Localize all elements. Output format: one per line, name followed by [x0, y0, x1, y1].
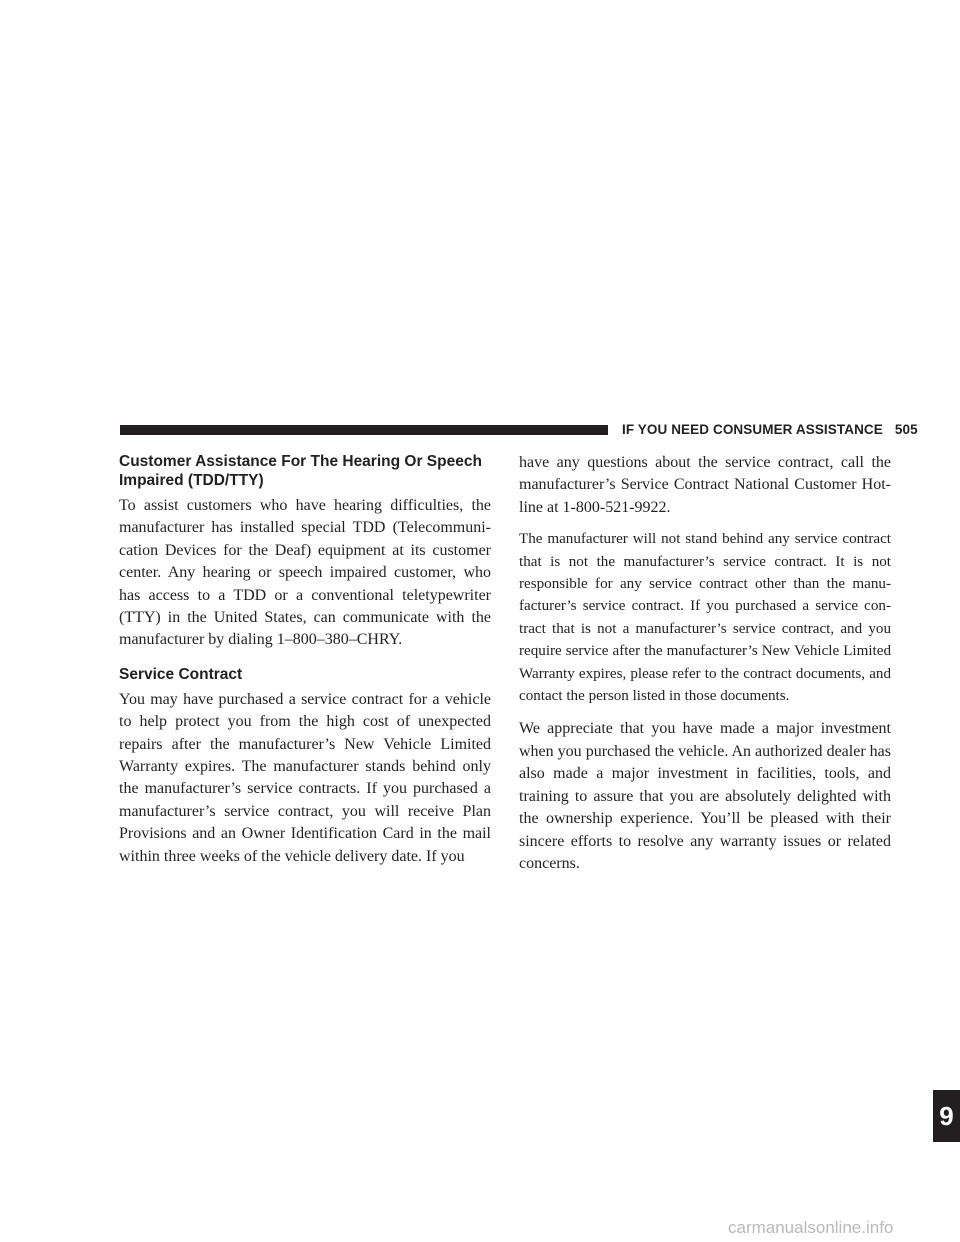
heading-service-contract: Service Contract	[119, 665, 243, 683]
page-number: 505	[894, 422, 918, 437]
paragraph-tdd: To assist customers who have hearing difficulties, the manufacturer has installed special TDD (Telecommunication Devices for the Deaf) equipment at its customer center. Any hearing or speech impaired customer, who has access to a TDD or a conventional teletypewriter (TTY) in the United States, can communicate with the manufacturer by dialing 1–800–380–CHRY.	[119, 497, 491, 649]
heading-tdd-tty	[119, 452, 491, 490]
paragraph-hotline: have any questions about the service contract, call the manufacturer’s Service Contract National Customer Hotline at 1-800-521-9922.	[519, 454, 891, 516]
section-title: IF YOU NEED CONSUMER ASSISTANCE	[622, 422, 883, 437]
paragraph-service-contract: You may have purchased a service contract for a vehicle to help protect you from the high cost of unexpected repairs after the manufacturer’s New Vehicle Limited Warranty expires. The manufacturer stands behind only the manufacturer’s service contracts. If you purchased a manufacturer’s service contract, you will receive Plan Provisions and an Owner Identification Card in the mail within three weeks of the vehicle delivery date. If you	[119, 690, 491, 865]
chapter-tab: 9	[933, 1090, 960, 1142]
heading-tdd-tty-line2: Impaired (TDD/TTY)	[119, 472, 264, 489]
header-rule	[120, 425, 608, 435]
left-column	[119, 452, 491, 868]
paragraph-non-manufacturer-contract: The manufacturer will not stand behind any service contract that is not the manufacturer’s service contract. It is not responsible for any service contract other than the manufacturer’s service contract. If you purchased a service contract that is not a manufacturer’s service contract, and you require service after the manufacturer’s New Vehicle Limited Warranty expires, please refer to the contract documents, and contact the person listed in those documents.	[519, 531, 891, 705]
heading-tdd-tty-line1: Customer Assistance For The Hearing Or Speech	[119, 453, 482, 470]
right-column	[519, 452, 891, 875]
running-header	[622, 422, 918, 437]
watermark: carmanualsonline.info	[728, 1218, 894, 1237]
paragraph-dealer-investment: We appreciate that you have made a major investment when you purchased the vehicle. An authorized dealer has also made a major investment in facilities, tools, and training to assure that you are absolutely delighted with the ownership experience. You’ll be pleased with their sincere efforts to resolve any warranty issues or related concerns.	[519, 720, 891, 872]
